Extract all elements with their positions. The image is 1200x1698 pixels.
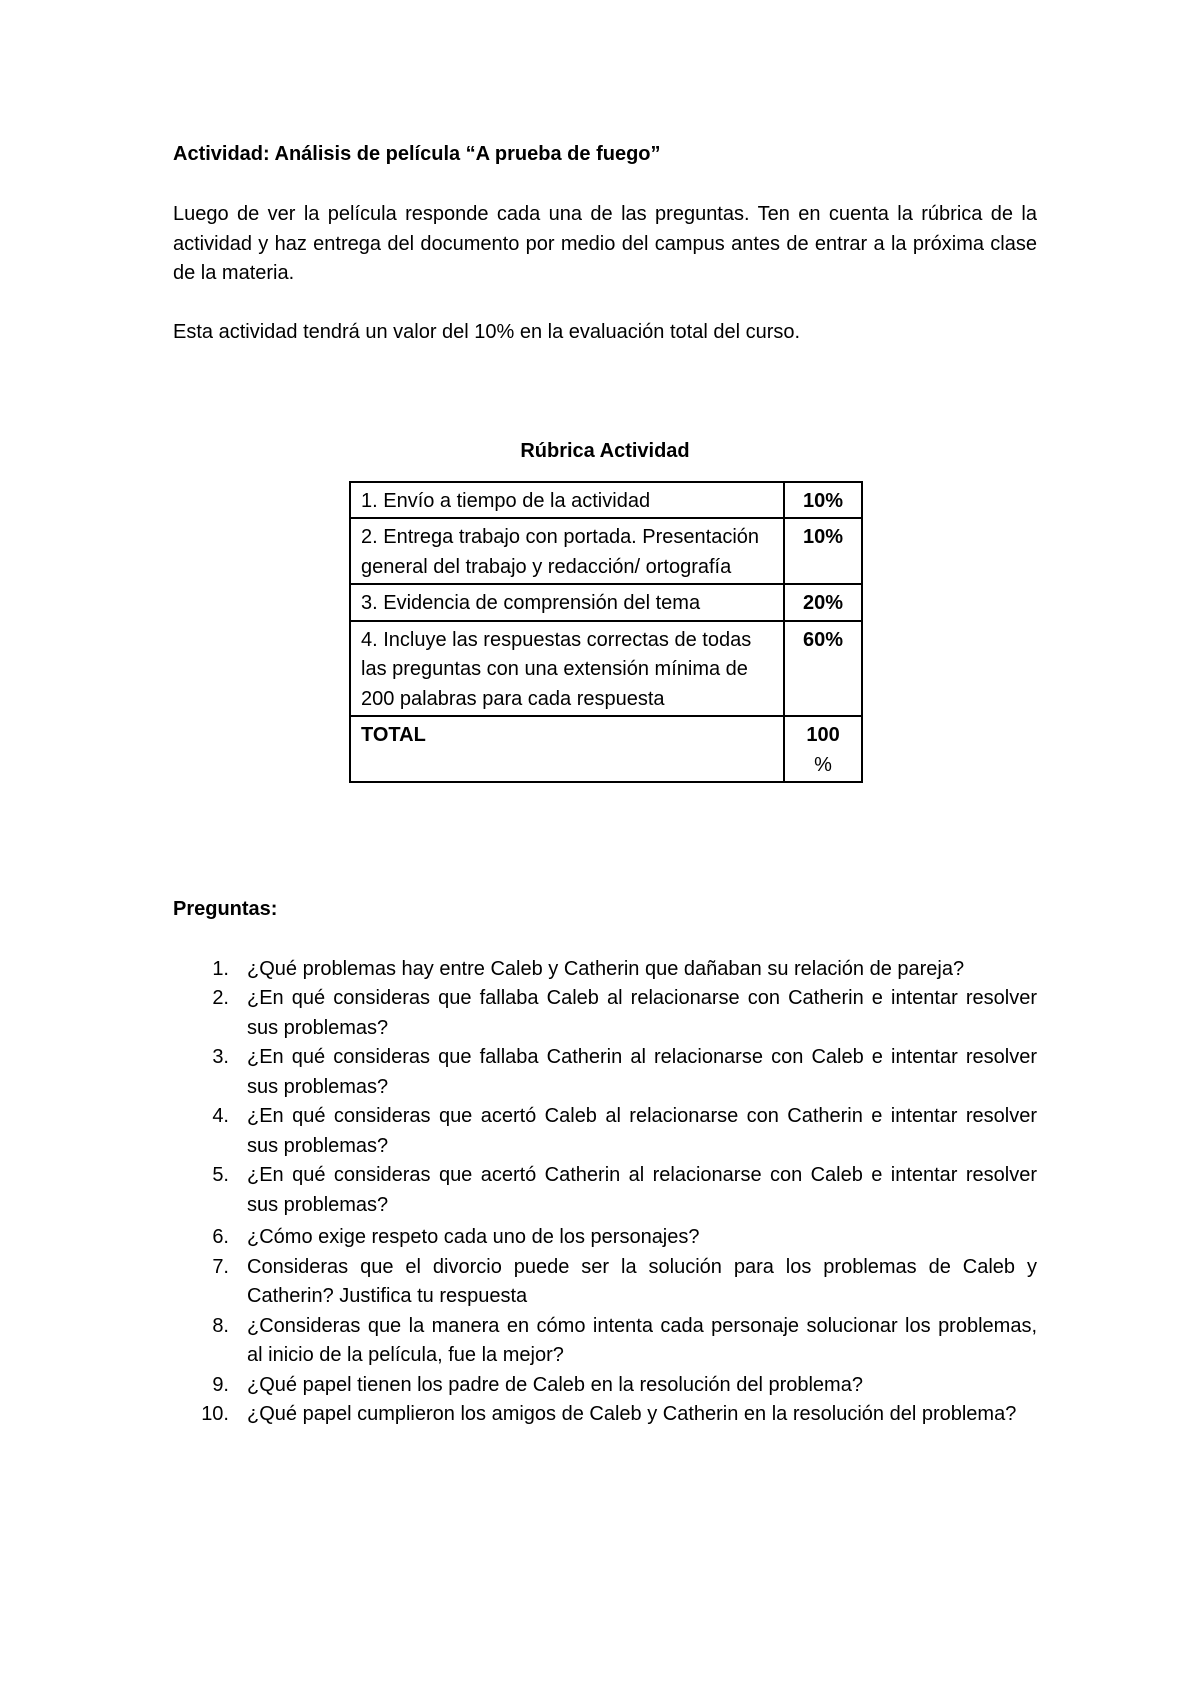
intro-paragraph: Luego de ver la película responde cada una de las preguntas. Ten en cuenta la rúbrica de la actividad y haz entrega del documento por medio del campus antes de entrar a la próxima clase de la materia. (173, 203, 1037, 284)
rubric-total-row (350, 716, 862, 782)
rubric-total-label: TOTAL (350, 716, 784, 782)
rubric-criterion: 4. Incluye las respuestas correctas de todas las preguntas con una extensión mínima de 200 palabras para cada respuesta (350, 621, 784, 717)
question-number: 6. (212, 1226, 229, 1248)
question-number: 3. (212, 1046, 229, 1068)
rubric-row (350, 584, 862, 621)
document-page (173, 140, 1037, 1430)
rubric-weight: 60% (784, 621, 862, 717)
rubric-weight: 10% (784, 518, 862, 584)
rubric-row (350, 518, 862, 584)
question-item (173, 1161, 1037, 1220)
question-text: ¿En qué consideras que acertó Catherin al relacionarse con Caleb e intentar resolver sus problemas? (247, 1164, 1037, 1216)
question-text: ¿Qué papel cumplieron los amigos de Caleb y Catherin en la resolución del problema? (247, 1403, 1017, 1425)
question-item (173, 1043, 1037, 1102)
question-number: 9. (212, 1373, 229, 1396)
question-text: ¿Consideras que la manera en cómo intenta cada personaje solucionar los problemas, al inicio de la película, fue la mejor? (247, 1314, 1037, 1366)
question-text: ¿Cómo exige respeto cada uno de los personajes? (247, 1226, 700, 1248)
rubric-criterion: 3. Evidencia de comprensión del tema (350, 584, 784, 621)
rubric-weight: 20% (784, 584, 862, 621)
question-item (173, 1371, 1037, 1401)
rubric-criterion: 1. Envío a tiempo de la actividad (350, 482, 784, 519)
question-item (173, 984, 1037, 1043)
questions-list (173, 955, 1037, 1430)
rubric-total-weight (784, 716, 862, 782)
question-number: 8. (212, 1314, 229, 1337)
rubric-criterion: 2. Entrega trabajo con portada. Presentación general del trabajo y redacción/ ortografía (350, 518, 784, 584)
rubric-total-symbol: % (814, 753, 832, 776)
rubric-title: Rúbrica Actividad (520, 440, 690, 462)
question-item (173, 1312, 1037, 1371)
rubric-weight: 10% (784, 482, 862, 519)
question-number: 2. (212, 987, 229, 1009)
question-text: ¿Qué problemas hay entre Caleb y Catherin que dañaban su relación de pareja? (247, 957, 965, 980)
question-text: ¿En qué consideras que fallaba Catherin al relacionarse con Caleb e intentar resolver sus problemas? (247, 1046, 1037, 1098)
rubric-row (350, 482, 862, 519)
value-note: Esta actividad tendrá un valor del 10% en la evaluación total del curso. (173, 320, 801, 343)
question-item (173, 955, 1037, 985)
rubric-total-number: 100 (806, 724, 840, 746)
question-number: 1. (212, 957, 229, 980)
question-item (173, 1253, 1037, 1312)
rubric-table (349, 481, 863, 784)
question-text: ¿En qué consideras que fallaba Caleb al relacionarse con Catherin e intentar resolver sus problemas? (247, 987, 1037, 1039)
question-text: ¿En qué consideras que acertó Caleb al relacionarse con Catherin e intentar resolver sus problemas? (247, 1105, 1037, 1157)
question-number: 7. (212, 1255, 229, 1278)
question-item (173, 1223, 1037, 1253)
rubric-row (350, 621, 862, 717)
question-number: 10. (201, 1403, 229, 1425)
question-item (173, 1400, 1037, 1430)
questions-title: Preguntas: (173, 898, 278, 920)
question-item (173, 1102, 1037, 1161)
question-text: ¿Qué papel tienen los padre de Caleb en la resolución del problema? (247, 1373, 863, 1396)
question-text: Consideras que el divorcio puede ser la solución para los problemas de Caleb y Catherin? Justifica tu respuesta (247, 1255, 1037, 1307)
question-number: 5. (212, 1164, 229, 1186)
question-number: 4. (212, 1105, 229, 1127)
document-title: Actividad: Análisis de película “A prueba de fuego” (173, 143, 661, 165)
